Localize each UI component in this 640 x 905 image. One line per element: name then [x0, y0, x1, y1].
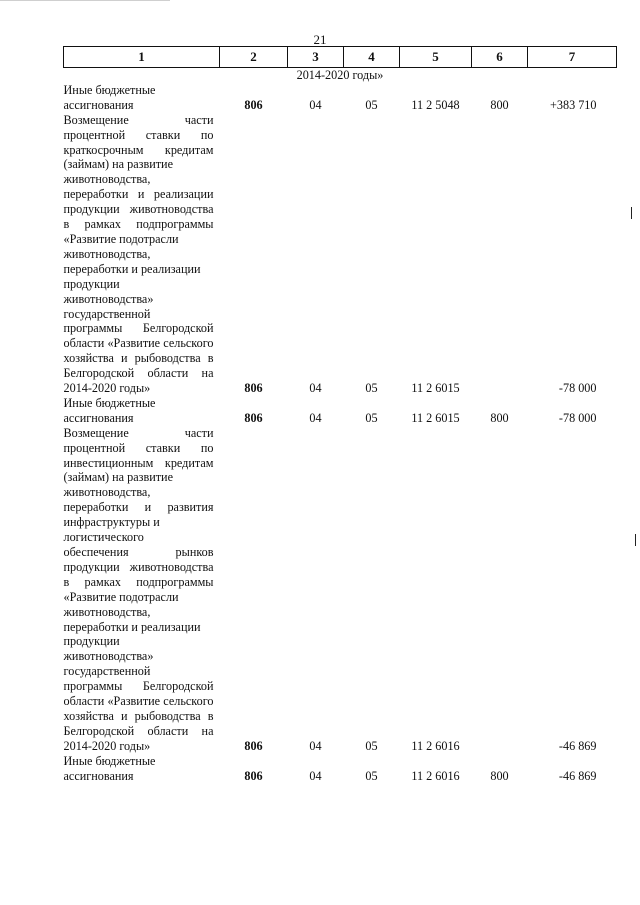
amount: -78 000 — [558, 381, 597, 396]
expense-type-code — [472, 113, 528, 396]
scan-edge-mark — [635, 534, 636, 546]
column-header: 1 — [64, 47, 220, 68]
amount: -46 869 — [558, 738, 597, 753]
subsection-code: 05 — [365, 768, 378, 783]
table-row — [64, 113, 617, 396]
subsection-code: 05 — [365, 738, 378, 753]
amount: -46 869 — [558, 768, 597, 783]
subsection-code: 05 — [365, 410, 378, 425]
section-code: 04 — [309, 381, 322, 396]
top-rule — [0, 0, 170, 1]
section-code: 04 — [309, 410, 322, 425]
expense-type-code: 800 — [490, 97, 509, 112]
row-name: Иные бюджетные ассигнования — [63, 82, 156, 112]
budget-table — [63, 46, 617, 784]
target-article-code: 11 2 6016 — [411, 738, 460, 753]
ved-code: 806 — [244, 381, 263, 396]
ved-code: 806 — [244, 410, 263, 425]
table-row — [64, 426, 617, 754]
table-row — [64, 83, 617, 113]
amount: -78 000 — [558, 410, 597, 425]
expense-type-code — [472, 426, 528, 754]
expense-type-code: 800 — [490, 768, 509, 783]
row-name: Иные бюджетные ассигнования — [63, 395, 156, 425]
expense-type-code: 800 — [490, 410, 509, 425]
ved-code: 806 — [244, 768, 263, 783]
row-name: Возмещение части процентной ставки по краткосрочным кредитам (займам) на развитие животноводства, переработки и реализации продукции животноводства в рамках подпрограммы «Развитие подотрасли животноводства, переработки и реализации продукции животноводства» государственной программы Белгородской области «Развитие сельского хозяйства и рыбоводства в Белгородской области на 2014-2020 годы» — [63, 112, 214, 396]
carry-over-text: 2014-2020 годы» — [296, 68, 384, 82]
target-article-code: 11 2 5048 — [411, 97, 460, 112]
target-article-code: 11 2 6016 — [411, 768, 460, 783]
ved-code: 806 — [244, 97, 263, 112]
table-header-row — [64, 47, 617, 68]
subsection-code: 05 — [365, 97, 378, 112]
column-header: 4 — [344, 47, 400, 68]
column-header: 3 — [288, 47, 344, 68]
section-code: 04 — [309, 768, 322, 783]
column-header: 5 — [400, 47, 472, 68]
row-name: Возмещение части процентной ставки по инвестиционным кредитам (займам) на развитие животноводства, переработки и развития инфраструктуры и логистического обеспечения рынков продукции животноводства в рамках подпрограммы «Развитие подотрасли животноводства, переработки и реализации продукции животноводства» государственной программы Белгородской области «Развитие сельского хозяйства и рыбоводства в Белгородской области на 2014-2020 годы» — [63, 425, 214, 753]
table-row — [64, 396, 617, 426]
page-number: 21 — [313, 32, 327, 47]
ved-code: 806 — [244, 738, 263, 753]
target-article-code: 11 2 6015 — [411, 381, 460, 396]
scan-edge-mark — [631, 207, 632, 219]
row-name: Иные бюджетные ассигнования — [63, 753, 156, 783]
section-code: 04 — [309, 738, 322, 753]
column-header: 7 — [528, 47, 617, 68]
amount: +383 710 — [550, 97, 597, 112]
table-row — [64, 754, 617, 784]
subsection-code: 05 — [365, 381, 378, 396]
target-article-code: 11 2 6015 — [411, 410, 460, 425]
column-header: 6 — [472, 47, 528, 68]
column-header: 2 — [220, 47, 288, 68]
section-code: 04 — [309, 97, 322, 112]
carry-over-row — [64, 68, 617, 83]
